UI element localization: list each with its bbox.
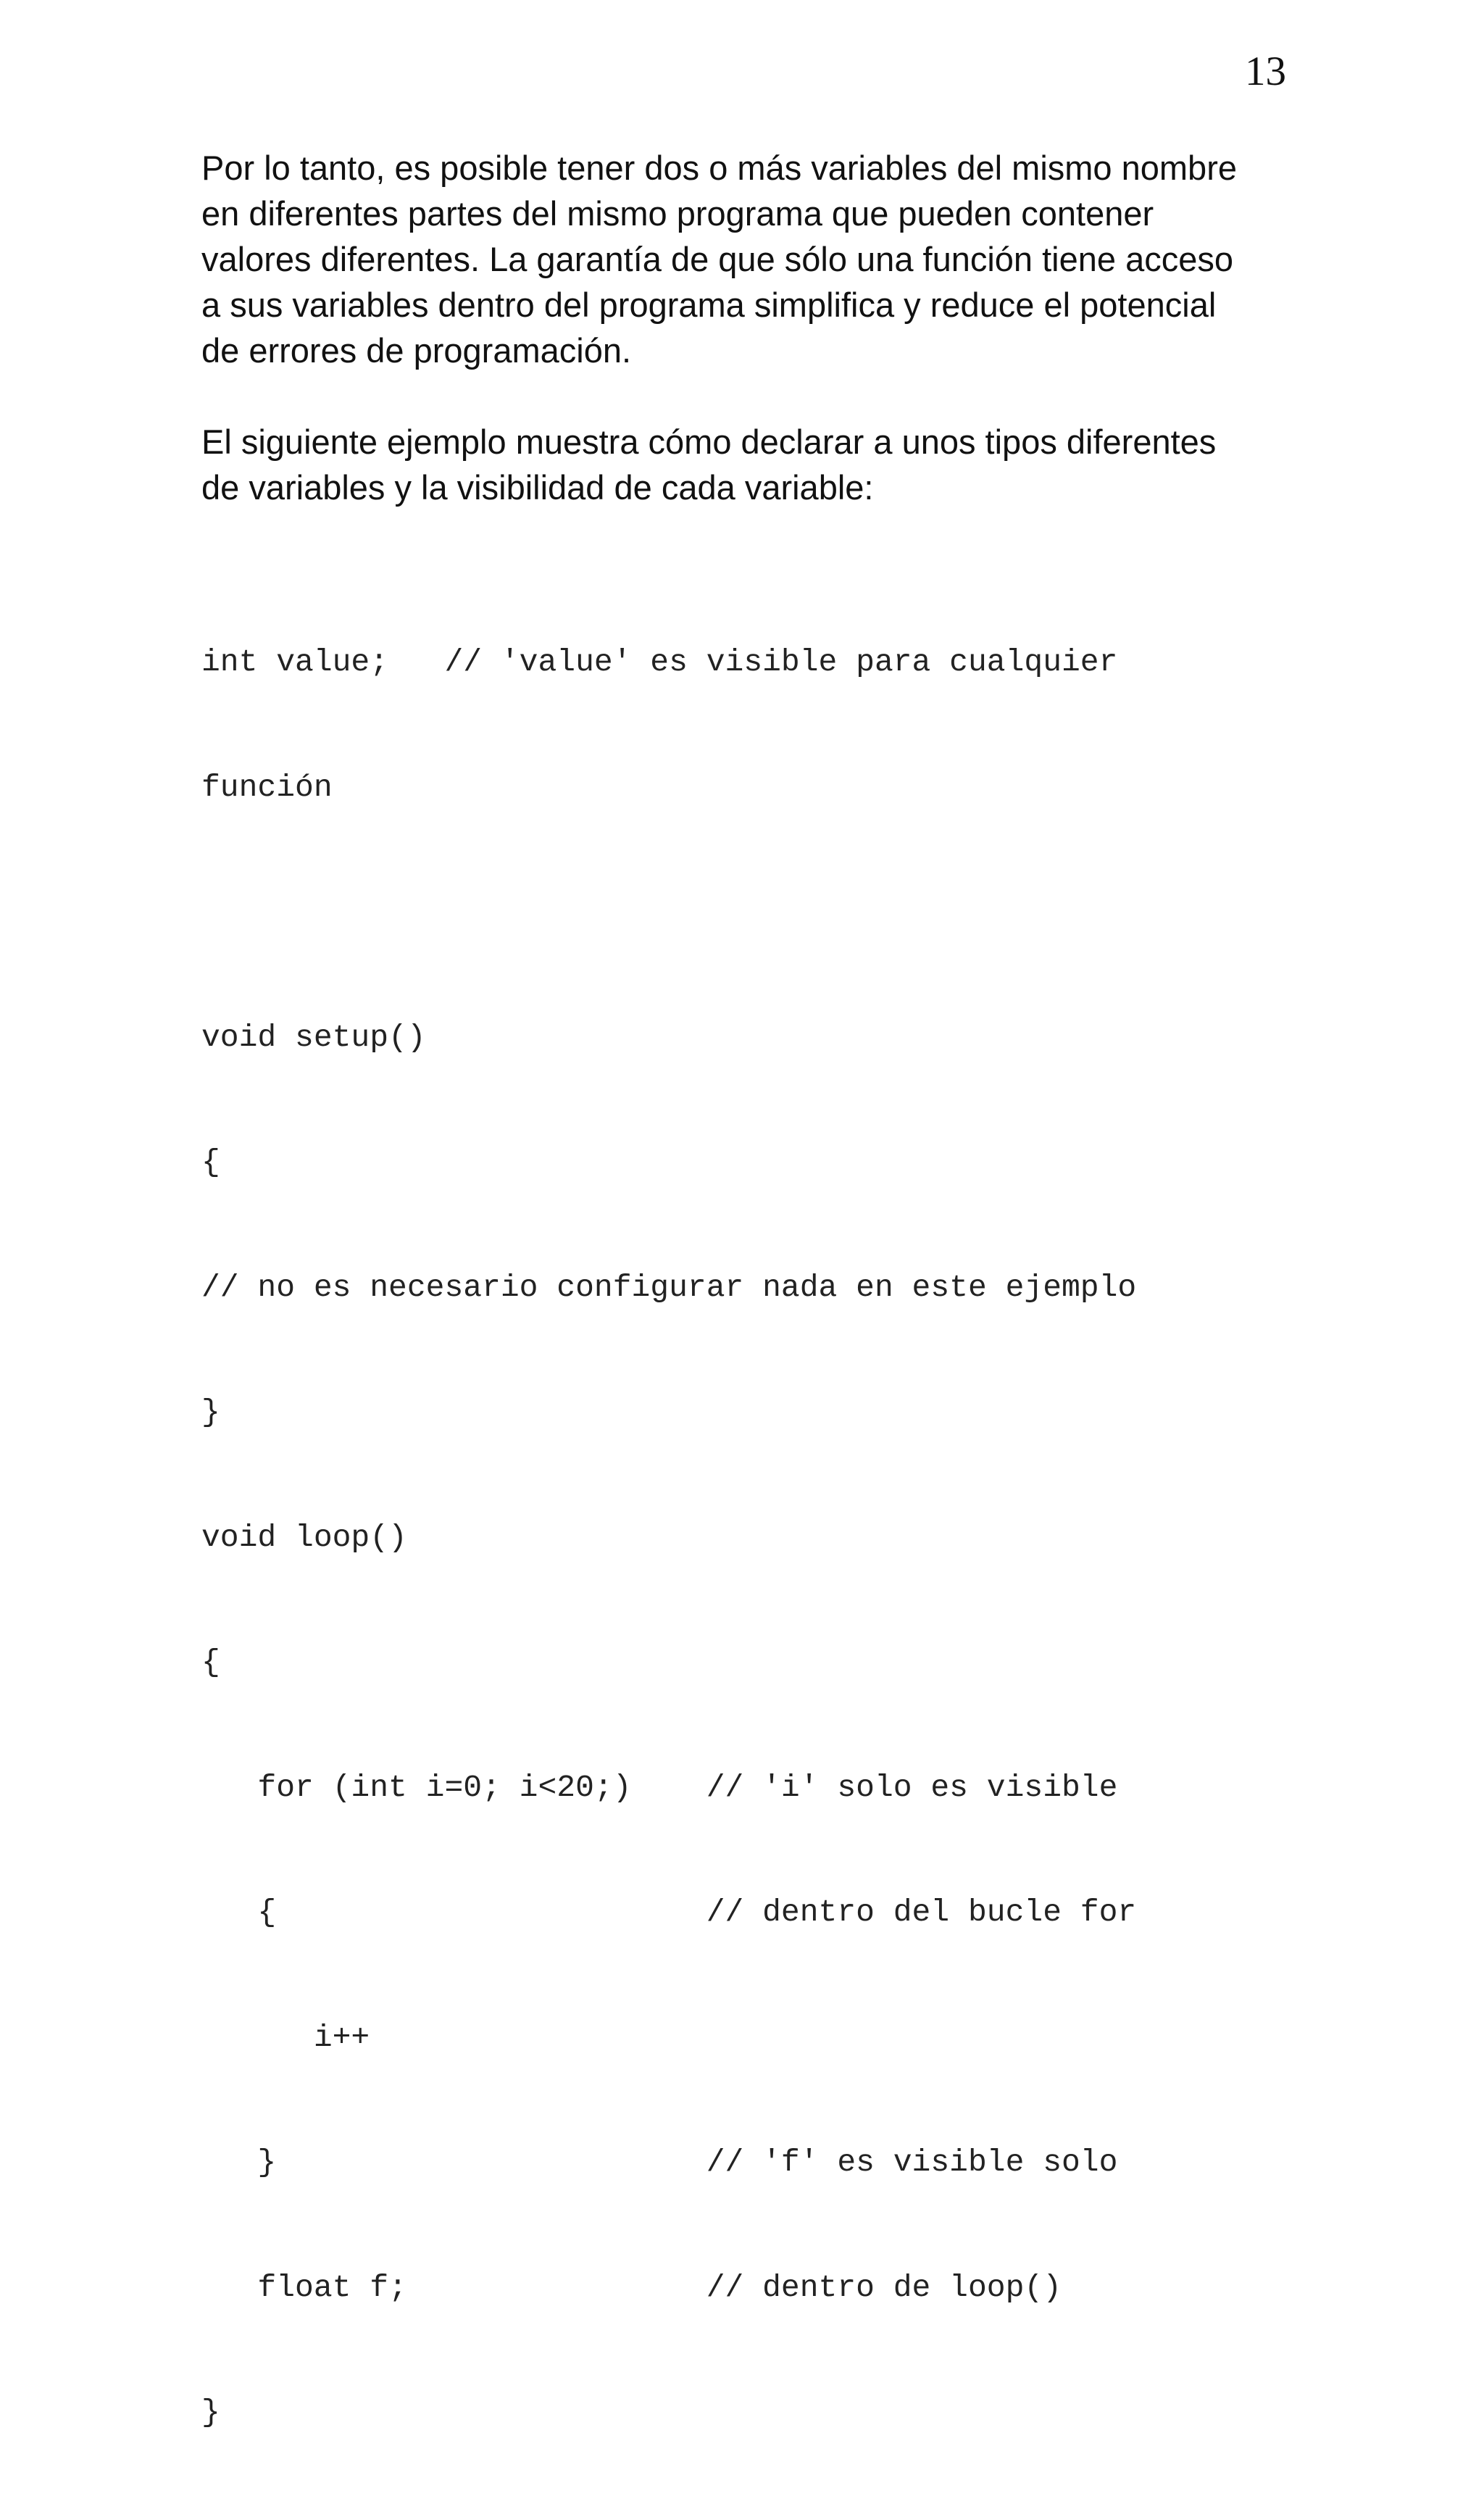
code-line: { // dentro del bucle for — [201, 1894, 1137, 1930]
code-line: int value; // 'value' es visible para cualquier — [201, 644, 1118, 680]
code-line: función — [201, 769, 333, 805]
paragraph-line: El siguiente ejemplo muestra cómo declarar a unos tipos diferentes — [201, 423, 1217, 461]
code-line: } // 'f' es visible solo — [201, 2144, 1118, 2180]
paragraph-line: de errores de programación. — [201, 331, 632, 370]
code-line: } — [201, 1394, 220, 1430]
paragraph-variable-scope — [201, 145, 1288, 373]
code-line: void loop() — [201, 1519, 407, 1555]
code-line: void setup() — [201, 1019, 426, 1055]
paragraph-line: valores diferentes. La garantía de que sólo una función tiene acceso — [201, 240, 1234, 278]
page-number: 13 — [1245, 49, 1286, 94]
code-line: { — [201, 1644, 220, 1680]
code-line: } — [201, 2395, 220, 2430]
code-line: for (int i=0; i<20;) // 'i' solo es visible — [201, 1769, 1118, 1805]
code-line — [201, 891, 1288, 933]
paragraph-line: de variables y la visibilidad de cada variable: — [201, 468, 874, 507]
paragraph-example-intro — [201, 419, 1288, 510]
code-example — [201, 558, 1288, 2517]
page-content — [201, 145, 1288, 2517]
paragraph-line: Por lo tanto, es posible tener dos o más variables del mismo nombre — [201, 149, 1237, 187]
code-line: // no es necesario configurar nada en este ejemplo — [201, 1269, 1137, 1305]
code-line: i++ — [201, 2019, 370, 2055]
code-line: float f; // dentro de loop() — [201, 2269, 1062, 2305]
paragraph-line: en diferentes partes del mismo programa que pueden contener — [201, 194, 1154, 233]
paragraph-line: a sus variables dentro del programa simplifica y reduce el potencial — [201, 286, 1217, 324]
code-line: { — [201, 1144, 220, 1180]
